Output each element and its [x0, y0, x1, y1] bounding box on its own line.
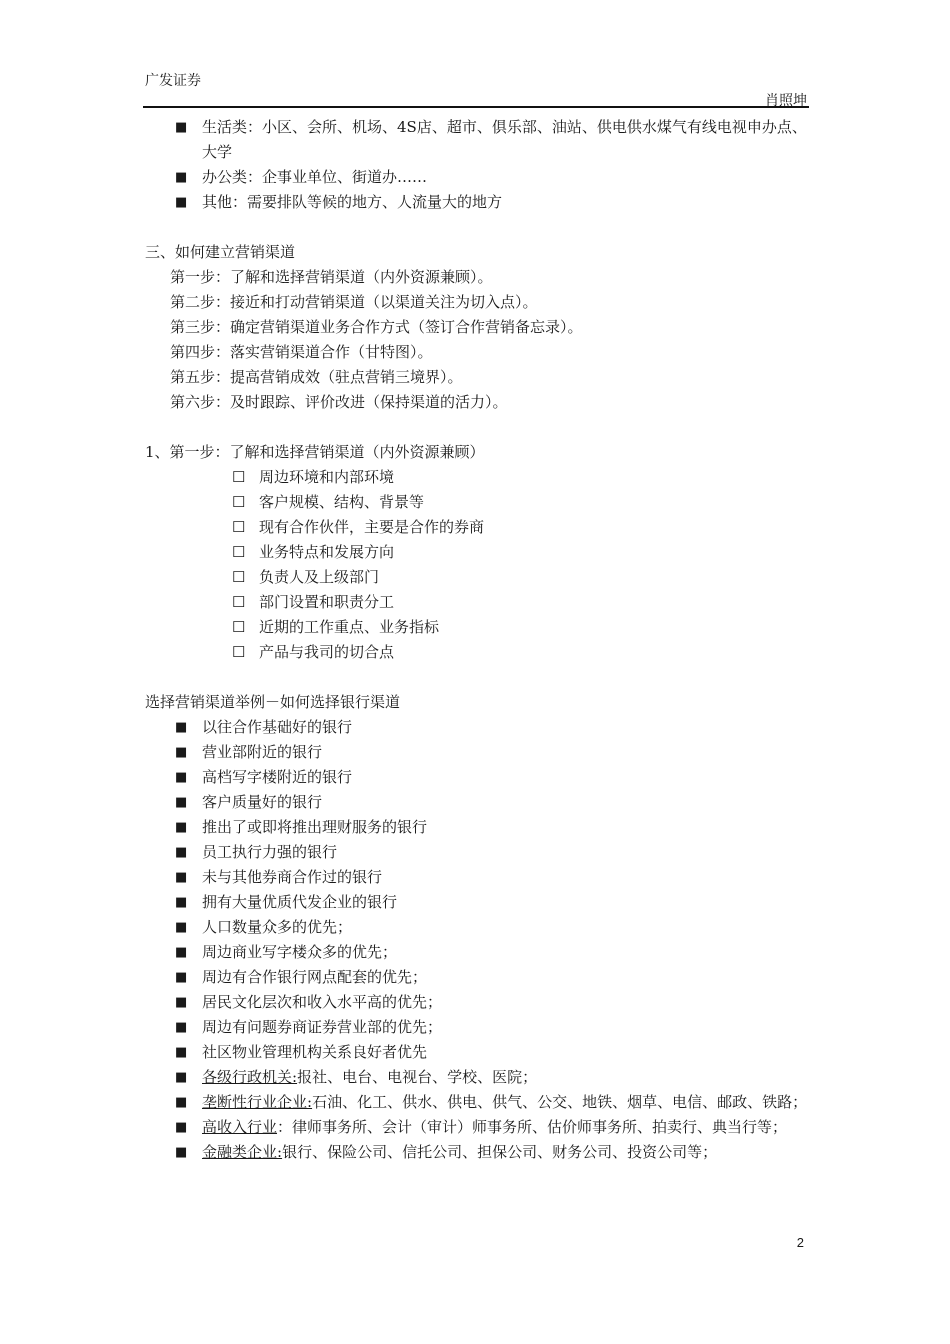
- category-label: 垄断性行业企业:: [202, 1093, 313, 1111]
- header-author: 肖照坤: [765, 93, 807, 109]
- checklist-item: ☐ 近期的工作重点、业务指标: [145, 615, 810, 640]
- category-label: 各级行政机关:: [202, 1068, 298, 1086]
- checklist-item: ☐ 部门设置和职责分工: [145, 590, 810, 615]
- bullet-icon: ■: [175, 1020, 188, 1035]
- checklist-item: ☐ 负责人及上级部门: [145, 565, 810, 590]
- bullet-icon: ■: [175, 1095, 188, 1110]
- checkbox-icon: ☐: [232, 593, 246, 611]
- list-item: ■ 其他：需要排队等候的地方、人流量大的地方: [145, 190, 810, 215]
- list-item: ■ 各级行政机关:报社、电台、电视台、学校、医院；: [145, 1065, 810, 1090]
- bullet-icon: ■: [175, 995, 188, 1010]
- list-item: ■ 办公类：企事业单位、街道办……: [145, 165, 810, 190]
- bullet-icon: ■: [175, 945, 188, 960]
- checklist-item: ☐ 现有合作伙伴，主要是合作的券商: [145, 515, 810, 540]
- checkbox-icon: ☐: [232, 518, 246, 536]
- bullet-icon: ■: [175, 895, 188, 910]
- list-item: ■ 周边有合作银行网点配套的优先；: [145, 965, 810, 990]
- list-item: ■ 周边有问题券商证券营业部的优先；: [145, 1015, 810, 1040]
- checkbox-icon: ☐: [232, 468, 246, 486]
- bullet-icon: ■: [175, 845, 188, 860]
- page-number: 2: [796, 1235, 804, 1250]
- subsection-heading: 选择营销渠道举例－如何选择银行渠道: [145, 693, 401, 711]
- list-item: ■ 营业部附近的银行: [145, 740, 810, 765]
- list-item: ■ 高收入行业：律师事务所、会计（审计）师事务所、估价师事务所、拍卖行、典当行等；: [145, 1115, 810, 1140]
- bullet-icon: ■: [175, 770, 188, 785]
- header-rule: [143, 106, 809, 108]
- list-item: ■ 金融类企业:银行、保险公司、信托公司、担保公司、财务公司、投资公司等；: [145, 1140, 810, 1165]
- step-line: 第三步：确定营销渠道业务合作方式（签订合作营销备忘录）。: [170, 318, 583, 336]
- checklist-item: ☐ 周边环境和内部环境: [145, 465, 810, 490]
- category-label: 高收入行业: [202, 1118, 278, 1136]
- bullet-icon: ■: [175, 820, 188, 835]
- bullet-icon: ■: [175, 920, 188, 935]
- bullet-icon: ■: [175, 120, 188, 135]
- bullet-icon: ■: [175, 1070, 188, 1085]
- step-line: 第五步：提高营销成效（驻点营销三境界）。: [170, 368, 463, 386]
- list-item: ■ 居民文化层次和收入水平高的优先；: [145, 990, 810, 1015]
- list-item: ■ 生活类：小区、会所、机场、4S店、超市、俱乐部、油站、供电供水煤气有线电视申办点、大学: [145, 115, 810, 165]
- list-item: ■ 员工执行力强的银行: [145, 840, 810, 865]
- list-item: ■ 人口数量众多的优先；: [145, 915, 810, 940]
- bullet-icon: ■: [175, 795, 188, 810]
- checkbox-icon: ☐: [232, 543, 246, 561]
- bullet-icon: ■: [175, 870, 188, 885]
- section-heading: 三、如何建立营销渠道: [145, 243, 296, 261]
- bullet-icon: ■: [175, 1045, 188, 1060]
- step-line: 第一步：了解和选择营销渠道（内外资源兼顾）。: [170, 268, 493, 286]
- list-item: ■ 以往合作基础好的银行: [145, 715, 810, 740]
- checklist-item: ☐ 客户规模、结构、背景等: [145, 490, 810, 515]
- bullet-icon: ■: [175, 170, 188, 185]
- list-item: ■ 客户质量好的银行: [145, 790, 810, 815]
- list-item: ■ 未与其他券商合作过的银行: [145, 865, 810, 890]
- bullet-icon: ■: [175, 745, 188, 760]
- checkbox-icon: ☐: [232, 618, 246, 636]
- checkbox-icon: ☐: [232, 568, 246, 586]
- bullet-icon: ■: [175, 1145, 188, 1160]
- bullet-icon: ■: [175, 1120, 188, 1135]
- category-label: 金融类企业:: [202, 1143, 283, 1161]
- checkbox-icon: ☐: [232, 643, 246, 661]
- list-item: ■ 周边商业写字楼众多的优先；: [145, 940, 810, 965]
- bullet-icon: ■: [175, 720, 188, 735]
- bullet-icon: ■: [175, 195, 188, 210]
- step-line: 第二步：接近和打动营销渠道（以渠道关注为切入点）。: [170, 293, 538, 311]
- header-company: 广发证券: [145, 73, 201, 89]
- list-item: ■ 高档写字楼附近的银行: [145, 765, 810, 790]
- checklist-item: ☐ 产品与我司的切合点: [145, 640, 810, 665]
- step-line: 第四步：落实营销渠道合作（甘特图）。: [170, 343, 433, 361]
- document-body: [145, 115, 810, 1165]
- checkbox-icon: ☐: [232, 493, 246, 511]
- list-item: ■ 拥有大量优质代发企业的银行: [145, 890, 810, 915]
- subsection-heading: 1、第一步：了解和选择营销渠道（内外资源兼顾）: [145, 443, 485, 461]
- list-item: ■ 垄断性行业企业:石油、化工、供水、供电、供气、公交、地铁、烟草、电信、邮政、铁路；: [145, 1090, 810, 1115]
- list-item: ■ 社区物业管理机构关系良好者优先: [145, 1040, 810, 1065]
- list-item: ■ 推出了或即将推出理财服务的银行: [145, 815, 810, 840]
- step-line: 第六步：及时跟踪、评价改进（保持渠道的活力）。: [170, 393, 508, 411]
- bullet-icon: ■: [175, 970, 188, 985]
- checklist-item: ☐ 业务特点和发展方向: [145, 540, 810, 565]
